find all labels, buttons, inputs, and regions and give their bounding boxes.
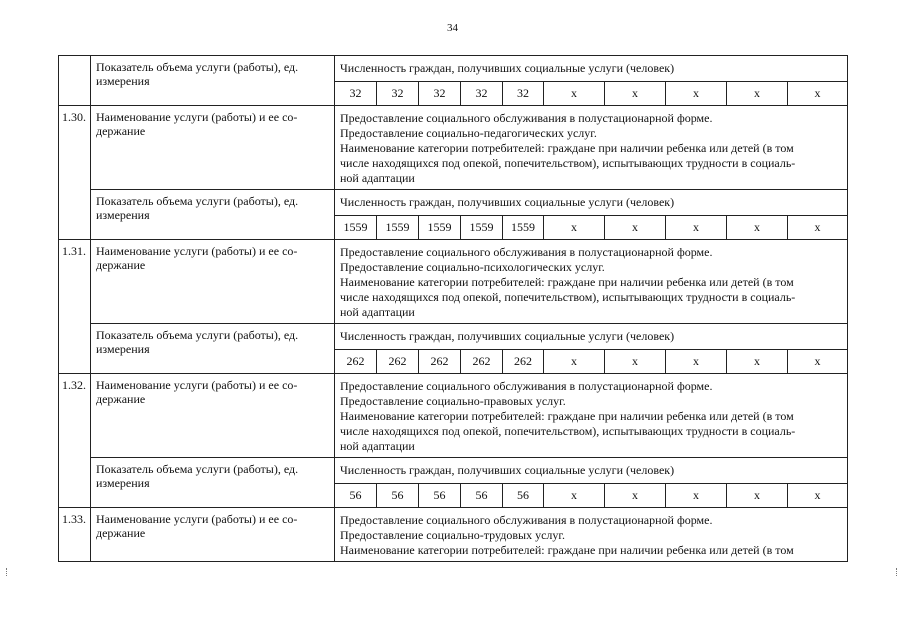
description-line: ной адаптации xyxy=(340,439,415,453)
indicator-label: Показатель объема услуги (работы), ед. измерения xyxy=(91,190,335,240)
indicator-value-cell: x xyxy=(727,484,788,508)
indicator-value-cell: x xyxy=(788,216,848,240)
service-row xyxy=(59,374,848,458)
description-line: Наименование категории потребителей: граждане при наличии ребенка или детей (в том xyxy=(340,275,794,289)
row-number: 1.31. xyxy=(59,240,91,374)
indicator-value-cell: 56 xyxy=(461,484,503,508)
row-number: 1.33. xyxy=(59,508,91,562)
indicator-value-cell: 32 xyxy=(419,82,461,106)
indicator-value-cell: 262 xyxy=(503,350,544,374)
indicator-label: Показатель объема услуги (работы), ед. измерения xyxy=(91,56,335,106)
indicator-value-cell: 32 xyxy=(461,82,503,106)
service-description xyxy=(335,374,848,458)
indicator-value-cell: 262 xyxy=(419,350,461,374)
service-description xyxy=(335,508,848,562)
description-line: Предоставление социально-трудовых услуг. xyxy=(340,528,565,542)
indicator-value-cell: 56 xyxy=(503,484,544,508)
service-description xyxy=(335,106,848,190)
service-description xyxy=(335,240,848,324)
indicator-value-cell: x xyxy=(544,350,605,374)
service-row xyxy=(59,240,848,324)
indicator-value-cell: 56 xyxy=(377,484,419,508)
service-row xyxy=(59,106,848,190)
indicator-value-cell: x xyxy=(788,350,848,374)
indicator-label: Показатель объема услуги (работы), ед. измерения xyxy=(91,458,335,508)
row-number: 1.30. xyxy=(59,106,91,240)
indicator-measure: Численность граждан, получивших социальные услуги (человек) xyxy=(335,324,848,350)
indicator-value-cell: 262 xyxy=(461,350,503,374)
indicator-value-cell: 32 xyxy=(377,82,419,106)
indicator-value-cell: x xyxy=(666,82,727,106)
indicator-measure: Численность граждан, получивших социальные услуги (человек) xyxy=(335,56,848,82)
indicator-value-cell: 1559 xyxy=(335,216,377,240)
description-line: Предоставление социального обслуживания в полустационарной форме. xyxy=(340,379,713,393)
description-line: Предоставление социально-правовых услуг. xyxy=(340,394,566,408)
description-line: Предоставление социально-педагогических услуг. xyxy=(340,126,597,140)
indicator-value-cell: 1559 xyxy=(503,216,544,240)
service-name-label: Наименование услуги (работы) и ее со-держание xyxy=(91,374,335,458)
indicator-value-cell: x xyxy=(605,350,666,374)
indicator-value-cell: x xyxy=(666,484,727,508)
indicator-value-cell: x xyxy=(788,484,848,508)
description-line: Наименование категории потребителей: граждане при наличии ребенка или детей (в том xyxy=(340,409,794,423)
row-number: 1.32. xyxy=(59,374,91,508)
indicator-value-cell: x xyxy=(666,216,727,240)
description-line: Предоставление социально-психологических услуг. xyxy=(340,260,605,274)
service-name-label: Наименование услуги (работы) и ее со-держание xyxy=(91,106,335,190)
service-name-label: Наименование услуги (работы) и ее со-держание xyxy=(91,508,335,562)
description-line: Наименование категории потребителей: граждане при наличии ребенка или детей (в том xyxy=(340,543,794,557)
services-table xyxy=(58,55,848,562)
description-line: Предоставление социального обслуживания в полустационарной форме. xyxy=(340,513,713,527)
scan-edge-mark-right xyxy=(896,568,899,576)
indicator-value-cell: 262 xyxy=(335,350,377,374)
description-line: ной адаптации xyxy=(340,305,415,319)
indicator-value-cell: 1559 xyxy=(377,216,419,240)
indicator-value-cell: 32 xyxy=(335,82,377,106)
indicator-value-cell: x xyxy=(544,82,605,106)
indicator-value-cell: 1559 xyxy=(419,216,461,240)
description-line: числе находящихся под опекой, попечительством), испытывающих трудности в социаль- xyxy=(340,290,796,304)
indicator-value-cell: x xyxy=(727,350,788,374)
description-line: Предоставление социального обслуживания в полустационарной форме. xyxy=(340,111,713,125)
description-line: числе находящихся под опекой, попечительством), испытывающих трудности в социаль- xyxy=(340,424,796,438)
indicator-value-cell: 262 xyxy=(377,350,419,374)
row-number-empty xyxy=(59,56,91,106)
indicator-value-cell: 56 xyxy=(335,484,377,508)
indicator-label: Показатель объема услуги (работы), ед. измерения xyxy=(91,324,335,374)
indicator-measure: Численность граждан, получивших социальные услуги (человек) xyxy=(335,458,848,484)
indicator-value-cell: 32 xyxy=(503,82,544,106)
indicator-value-cell: x xyxy=(605,216,666,240)
indicator-value-cell: x xyxy=(544,484,605,508)
indicator-value-cell: x xyxy=(605,484,666,508)
indicator-value-cell: 56 xyxy=(419,484,461,508)
description-line: Предоставление социального обслуживания в полустационарной форме. xyxy=(340,245,713,259)
description-line: ной адаптации xyxy=(340,171,415,185)
indicator-value-cell: x xyxy=(605,82,666,106)
description-line: числе находящихся под опекой, попечительством), испытывающих трудности в социаль- xyxy=(340,156,796,170)
indicator-value-cell: x xyxy=(544,216,605,240)
service-row xyxy=(59,508,848,562)
description-line: Наименование категории потребителей: граждане при наличии ребенка или детей (в том xyxy=(340,141,794,155)
indicator-value-cell: x xyxy=(666,350,727,374)
indicator-value-cell: x xyxy=(727,216,788,240)
indicator-value-cell: x xyxy=(788,82,848,106)
page-number: 34 xyxy=(447,22,458,34)
service-name-label: Наименование услуги (работы) и ее со-держание xyxy=(91,240,335,324)
indicator-measure: Численность граждан, получивших социальные услуги (человек) xyxy=(335,190,848,216)
indicator-value-cell: x xyxy=(727,82,788,106)
indicator-value-cell: 1559 xyxy=(461,216,503,240)
scan-edge-mark-left xyxy=(6,568,9,576)
